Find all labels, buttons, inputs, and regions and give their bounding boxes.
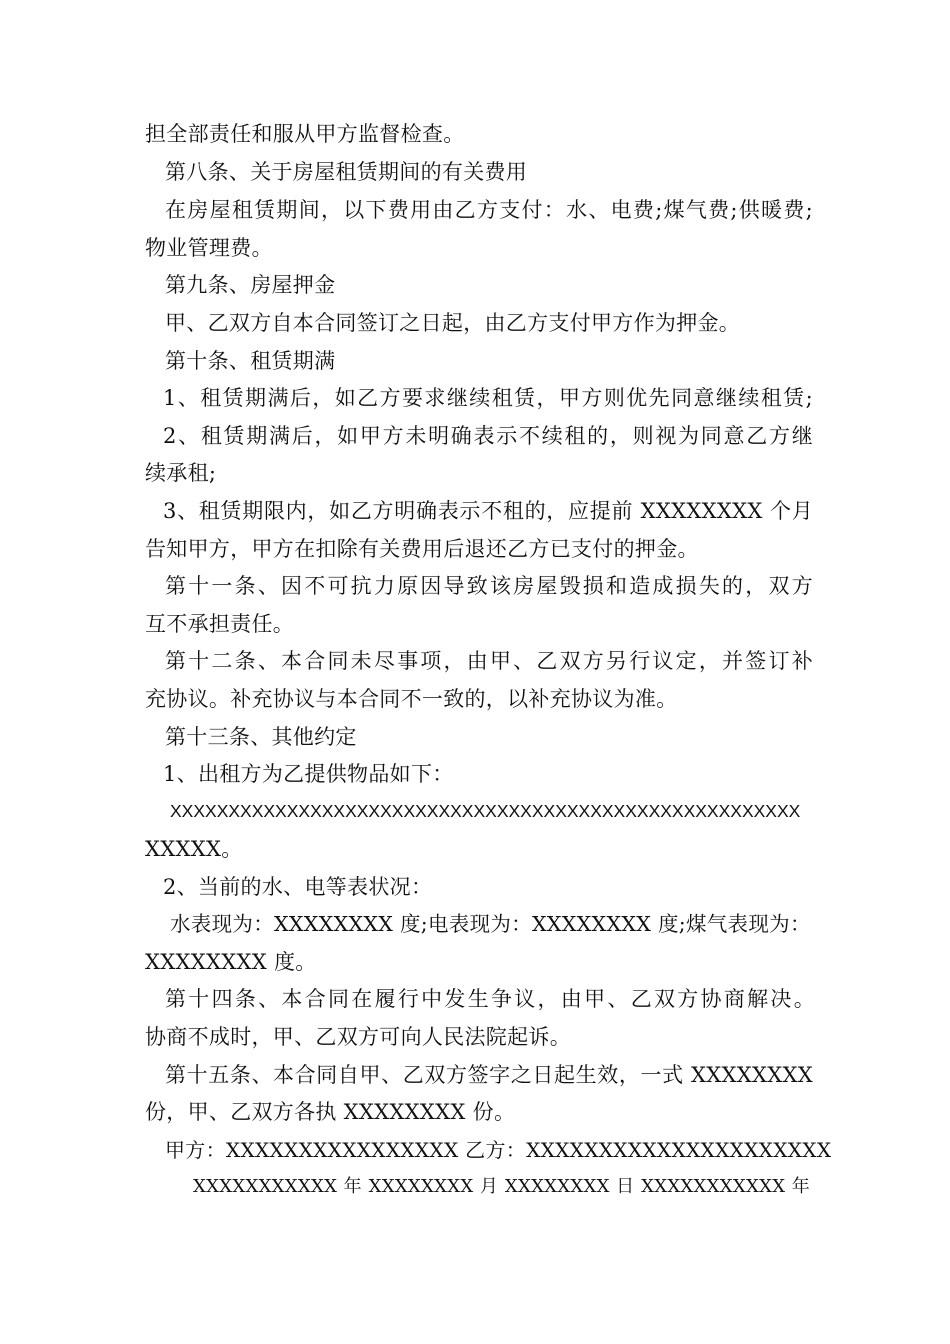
text-line: XXXXX。 (145, 837, 243, 861)
text-line: 担全部责任和服从甲方监督检查。 (145, 122, 465, 146)
text-line: 甲、乙双方自本合同签订之日起，由乙方支付甲方作为押金。 (165, 311, 741, 335)
signature-line: 甲方：XXXXXXXXXXXXXXXX 乙方：XXXXXXXXXXXXXXXXXXXXX (165, 1138, 832, 1162)
section-heading: 第十五条、本合同自甲、乙双方签字之日起生效，一式 XXXXXXXX (165, 1063, 813, 1087)
text-line: 1、租赁期满后，如乙方要求继续租赁，甲方则优先同意继续租赁; (163, 386, 813, 410)
text-line: 物业管理费。 (145, 236, 273, 260)
text-line: 充协议。补充协议与本合同不一致的，以补充协议为准。 (145, 687, 678, 711)
section-heading: 第十三条、其他约定 (165, 725, 357, 749)
text-line: 在房屋租赁期间，以下费用由乙方支付：水、电费;煤气费;供暖费; (165, 198, 813, 222)
text-line: 续承租; (145, 461, 217, 485)
text-line: 告知甲方，甲方在扣除有关费用后退还乙方已支付的押金。 (145, 537, 699, 561)
text-line: 水表现为：XXXXXXXX 度;电表现为：XXXXXXXX 度;煤气表现为： (170, 912, 811, 936)
section-heading: 第十一条、因不可抗力原因导致该房屋毁损和造成损失的，双方 (165, 574, 813, 598)
text-line: 协商不成时，甲、乙双方可向人民法院起诉。 (145, 1025, 571, 1049)
text-line: 2、当前的水、电等表状况： (163, 875, 433, 899)
section-heading: 第八条、关于房屋租赁期间的有关费用 (165, 160, 528, 184)
text-line: XXXXXXXX 度。 (145, 950, 317, 974)
section-heading: 第十条、租赁期满 (165, 349, 336, 373)
text-line: 3、租赁期限内，如乙方明确表示不租的，应提前 XXXXXXXX 个月 (163, 499, 813, 523)
text-line: 份，甲、乙双方各执 XXXXXXXX 份。 (145, 1100, 516, 1124)
section-heading: 第九条、房屋押金 (165, 273, 336, 297)
text-line: XXXXXXXXXXXXXXXXXXXXXXXXXXXXXXXXXXXXXXXXXXXXXXXXXXXXXX (170, 801, 801, 821)
section-heading: 第十二条、本合同未尽事项，由甲、乙双方另行议定，并签订补 (165, 649, 813, 673)
date-line: XXXXXXXXXXX 年 XXXXXXXX 月 XXXXXXXX 日 XXXXXXXXXXX 年 (193, 1176, 810, 1197)
text-line: 互不承担责任。 (145, 612, 295, 636)
section-heading: 第十四条、本合同在履行中发生争议，由甲、乙双方协商解决。 (165, 987, 815, 1011)
text-line: 1、出租方为乙提供物品如下： (163, 762, 454, 786)
text-line: 2、租赁期满后，如甲方未明确表示不续租的，则视为同意乙方继 (163, 424, 813, 448)
